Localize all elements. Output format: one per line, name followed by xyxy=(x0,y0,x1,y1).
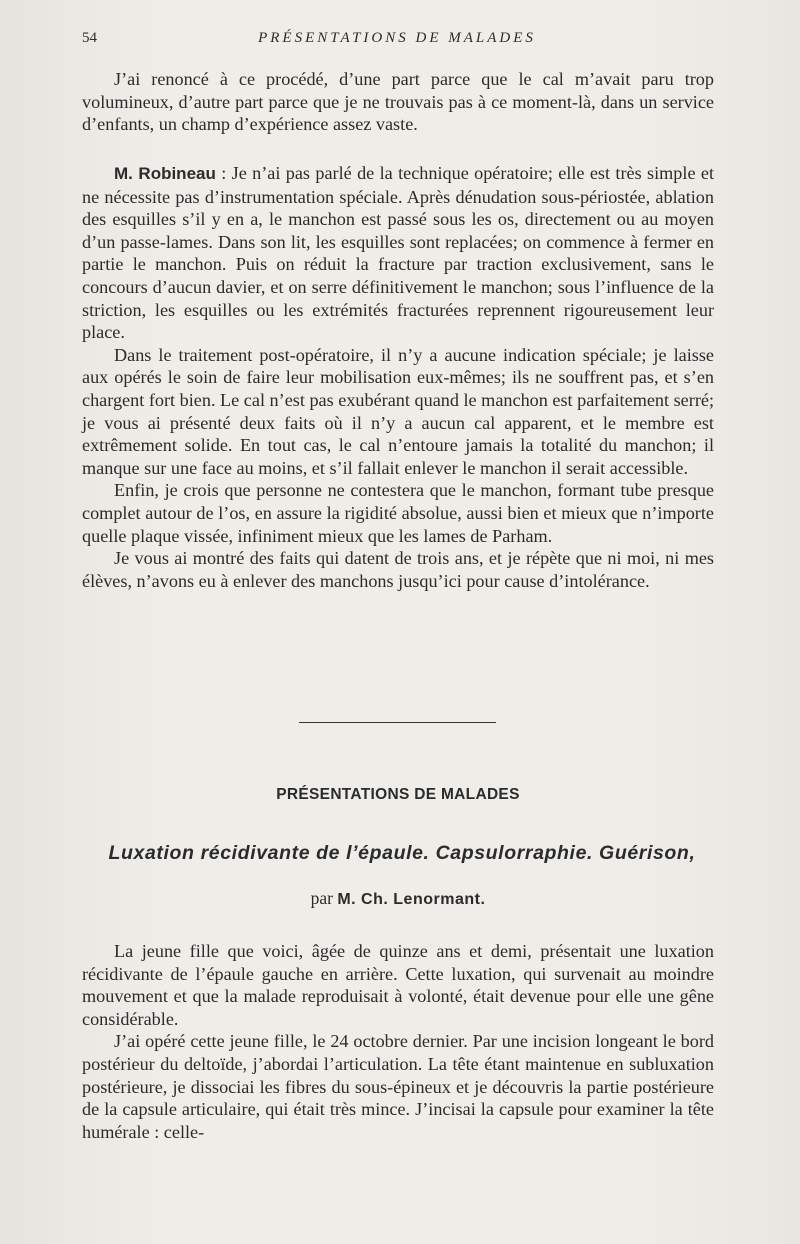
robineau-discussion xyxy=(82,162,714,592)
article-body xyxy=(82,940,714,1143)
article-paragraph-2: J’ai opéré cette jeune fille, le 24 octobre dernier. Par une incision longeant le bord postérieur du deltoïde, j’abordai l’articulation. La tête étant maintenue en subluxation postérieure, je dissociai les fibres du sous-épineux et je découvris la partie postérieure de la capsule articulaire, qui était très mince. J’incisai la capsule pour examiner la tête humérale : celle- xyxy=(82,1031,714,1142)
article-byline xyxy=(82,888,714,909)
section-divider xyxy=(299,722,496,723)
speaker-name: M. Robineau xyxy=(114,164,216,183)
article-paragraph-1: La jeune fille que voici, âgée de quinze ans et demi, présentait une luxation récidivante de l’épaule gauche en arrière. Cette luxation, qui survenait au moindre mouvement et que la malade reproduisait à volonté, était devenue pour elle une gêne considérable. xyxy=(82,941,714,1029)
page-header xyxy=(82,30,712,52)
section-heading: PRÉSENTATIONS DE MALADES xyxy=(276,786,520,803)
robineau-paragraph-4: Je vous ai montré des faits qui datent de trois ans, et je répète que ni moi, ni mes élèves, n’avons eu à enlever des manchons jusqu’ici pour cause d’intolérance. xyxy=(82,548,714,591)
article-title: Luxation récidivante de l’épaule. Capsulorraphie. Guérison, xyxy=(108,842,696,864)
article-author: M. Ch. Lenormant. xyxy=(337,891,486,908)
robineau-paragraph-2: Dans le traitement post-opératoire, il n’y a aucune indication spéciale; je laisse aux opérés le soin de faire leur mobilisation eux-mêmes; ils ne souffrent pas, et s’en chargent fort bien. Le cal n’est pas exubérant quand le manchon est parfaitement serré; je vous ai présenté deux faits où il n’y a aucun cal apparent, et le membre est extrêmement solide. En tout cas, le cal n’entoure jamais la totalité du manchon; il manque sur une face au moins, et s’il fallait enlever le manchon il serait accessible. xyxy=(82,344,714,478)
running-title: PRÉSENTATIONS DE MALADES xyxy=(258,30,536,46)
intro-paragraph: J’ai renoncé à ce procédé, d’une part parce que le cal m’avait paru trop volumineux, d’autre part parce que je ne trouvais pas à ce moment-là, dans un service d’enfants, un champ d’expérience assez vaste. xyxy=(82,69,714,135)
byline-prefix: par xyxy=(310,888,338,908)
robineau-paragraph-3: Enfin, je crois que personne ne contestera que le manchon, formant tube presque complet autour de l’os, en assure la rigidité absolue, aussi bien et mieux que n’importe quelle plaque vissée, infiniment mieux que les lames de Parham. xyxy=(82,480,714,546)
page-number: 54 xyxy=(82,30,97,46)
intro-block xyxy=(82,68,714,136)
robineau-paragraph-1 xyxy=(82,162,714,344)
robineau-paragraph-1-text: : Je n’ai pas parlé de la technique opératoire; elle est très simple et ne nécessite pas d’instrumentation spéciale. Après dénudation sous-périostée, ablation des esquilles s’il y en a, le manchon est passé sous les os, directement ou au moyen d’un passe-lames. Dans son lit, les esquilles sont replacées; on commence à fermer en partie le manchon. Puis on réduit la fracture par traction exclusivement, sans le concours d’aucun davier, et on serre définitivement le manchon; sous l’influence de la striction, les esquilles ou les extrémités fracturées reprennent rigoureusement leur place. xyxy=(82,163,715,343)
